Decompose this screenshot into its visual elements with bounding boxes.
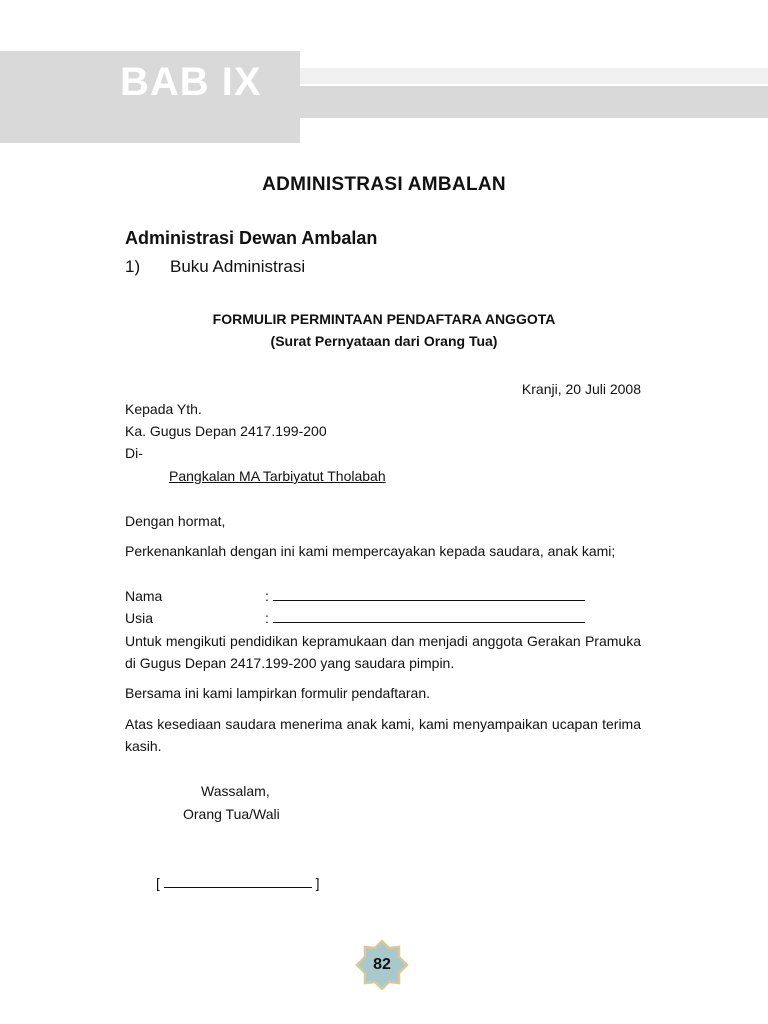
- recipient-location: Pangkalan MA Tarbiyatut Tholabah: [169, 468, 386, 484]
- header-band-light: [300, 68, 768, 84]
- field-label-usia: Usia: [125, 610, 154, 626]
- signature-line: [156, 872, 320, 894]
- valediction: Wassalam,: [201, 783, 270, 799]
- chapter-title: BAB IX: [120, 60, 262, 104]
- name-input-line[interactable]: [273, 588, 585, 601]
- intro-paragraph: Perkenankanlah dengan ini kami mempercayakan kepada saudara, anak kami;: [125, 543, 616, 559]
- signature-input-line[interactable]: [164, 875, 312, 888]
- place-date: Kranji, 20 Juli 2008: [521, 381, 641, 397]
- bracket-open: [: [156, 875, 160, 891]
- attachment-paragraph: Bersama ini kami lampirkan formulir pendaftaran.: [125, 685, 431, 701]
- field-colon: :: [265, 610, 269, 626]
- recipient-salutation: Kepada Yth.: [125, 401, 202, 417]
- signatory: Orang Tua/Wali: [183, 806, 280, 822]
- form-subtitle: (Surat Pernyataan dari Orang Tua): [270, 333, 498, 349]
- field-separator-usia: [265, 607, 585, 629]
- field-label-nama: Nama: [125, 588, 163, 604]
- closing-paragraph: Atas kesediaan saudara menerima anak kami, kami menyampaikan ucapan terima kasih.: [125, 716, 641, 754]
- page-number: 82: [373, 956, 391, 973]
- list-item-label: Buku Administrasi: [170, 257, 306, 276]
- purpose-paragraph: Untuk mengikuti pendidikan kepramukaan dan menjadi anggota Gerakan Pramuka di Gugus Depan 2417.199-200 yang saudara pimpin.: [125, 633, 641, 671]
- section-heading: Administrasi Dewan Ambalan: [125, 228, 378, 248]
- greeting: Dengan hormat,: [125, 513, 226, 529]
- age-input-line[interactable]: [273, 610, 585, 623]
- recipient-di: Di-: [125, 445, 143, 461]
- header-band: [300, 86, 768, 118]
- form-title: FORMULIR PERMINTAAN PENDAFTARA ANGGOTA: [212, 311, 556, 327]
- recipient-name: Ka. Gugus Depan 2417.199-200: [125, 423, 327, 439]
- list-item-number: 1): [125, 257, 141, 276]
- page-title: ADMINISTRASI AMBALAN: [262, 174, 506, 195]
- bracket-close: ]: [315, 875, 320, 891]
- field-separator-nama: [265, 585, 585, 607]
- field-colon: :: [265, 588, 269, 604]
